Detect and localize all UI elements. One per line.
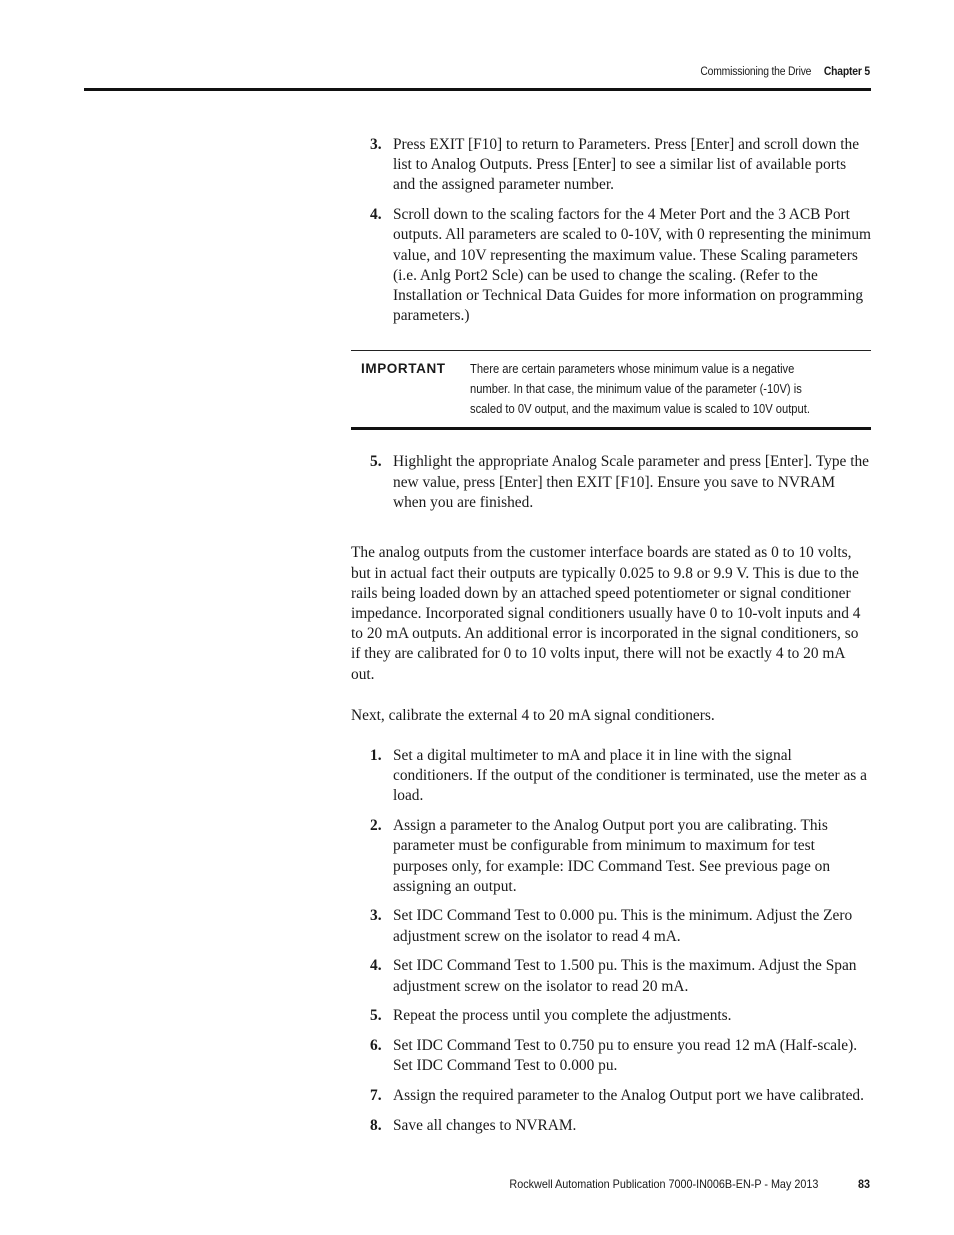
step-number: 1.: [370, 747, 382, 765]
step-text: Set IDC Command Test to 0.750 pu to ensure you read 12 mA (Half-scale). Set IDC Command Test to 0.000 pu.: [393, 1037, 858, 1075]
page-number: 83: [857, 1177, 870, 1191]
step-number: 7.: [370, 1086, 382, 1104]
important-label: IMPORTANT: [361, 361, 446, 377]
publication-info: Rockwell Automation Publication 7000-IN006B-EN-P - May 2013: [509, 1177, 819, 1191]
step-text: Set IDC Command Test to 0.000 pu. This is the minimum. Adjust the Zero adjustment screw on the isolator to read 4 mA.: [393, 907, 853, 945]
body-paragraph: Next, calibrate the external 4 to 20 mA signal conditioners.: [351, 706, 715, 724]
list-item: [351, 452, 871, 513]
page-content: [351, 135, 871, 1145]
list-item: [351, 1036, 871, 1076]
step-number: 4.: [370, 957, 382, 975]
step-number: 3.: [370, 136, 382, 153]
step-number: 8.: [370, 1116, 382, 1134]
body-paragraph: The analog outputs from the customer interface boards are stated as 0 to 10 volts, but in actual fact their outputs are typically 0.025 to 9.8 or 9.9 V. This is due to the rails being loaded down by an attached speed potentiometer or signal conditioner impedance. Incorporated signal conditioners usually have 0 to 10-volt inputs and 4 to 20 mA outputs. An additional error is incorporated in the signal conditioners, so if they are calibrated for 0 to 10 volts input, there will not be exactly 4 to 20 mA out.: [351, 544, 861, 683]
step-text: Highlight the appropriate Analog Scale parameter and press [Enter]. Type the new value, press [Enter] then EXIT [F10]. Ensure you save to NVRAM when you are finished.: [393, 453, 870, 511]
list-item: [351, 1116, 871, 1136]
step-text: Repeat the process until you complete the adjustments.: [393, 1007, 732, 1025]
list-item: [351, 906, 871, 946]
important-callout: [351, 350, 871, 430]
step-number: 6.: [370, 1037, 382, 1054]
list-item: [351, 816, 871, 897]
step-number: 5.: [370, 1007, 382, 1025]
step-number: 3.: [370, 907, 382, 925]
important-text: There are certain parameters whose minimum value is a negative number. In that case, the minimum value of the parameter (-10V) is scaled to 0V output, and the maximum value is scaled to 10V output.: [470, 361, 810, 417]
list-item: [351, 1086, 871, 1106]
calibration-steps: [351, 746, 871, 1136]
step-list-a: [351, 135, 871, 326]
list-item: [351, 956, 871, 996]
section-title: Commissioning the Drive: [700, 66, 812, 78]
step-text: Save all changes to NVRAM.: [393, 1116, 577, 1134]
step-number: 4.: [370, 206, 382, 224]
list-item: [351, 746, 871, 807]
step-text: Assign the required parameter to the Analog Output port we have calibrated.: [393, 1086, 864, 1104]
list-item: [351, 135, 871, 196]
step-text: Set a digital multimeter to mA and place it in line with the signal conditioners. If the output of the conditioner is terminated, use the meter as a load.: [393, 747, 867, 805]
step-text: Assign a parameter to the Analog Output port you are calibrating. This parameter must be configurable from minimum to maximum for test purposes only, for example: IDC Command Test. See previous page on assigning an output.: [393, 817, 831, 895]
list-item: [351, 205, 871, 326]
list-item: [351, 1006, 871, 1026]
chapter-label: Chapter 5: [823, 66, 870, 78]
step-text: Press EXIT [F10] to return to Parameters. Press [Enter] and scroll down the list to Analog Outputs. Press [Enter] to see a similar list of available ports and the assigned parameter number.: [393, 136, 860, 194]
header-rule: [84, 88, 871, 91]
step-list-b: [351, 452, 871, 513]
step-text: Scroll down to the scaling factors for the 4 Meter Port and the 3 ACB Port outputs. All parameters are scaled to 0-10V, with 0 representing the minimum value, and 10V representing the maximum value. These Scaling parameters (i.e. Anlg Port2 Scle) can be used to change the scaling. (Refer to the Installation or Technical Data Guides for more information on programming parameters.): [393, 206, 872, 325]
page-footer: [163, 1177, 870, 1191]
step-number: 2.: [370, 817, 382, 835]
step-number: 5.: [370, 453, 382, 471]
step-text: Set IDC Command Test to 1.500 pu. This is the maximum. Adjust the Span adjustment screw on the isolator to read 20 mA.: [393, 957, 857, 995]
running-header: [163, 66, 870, 78]
